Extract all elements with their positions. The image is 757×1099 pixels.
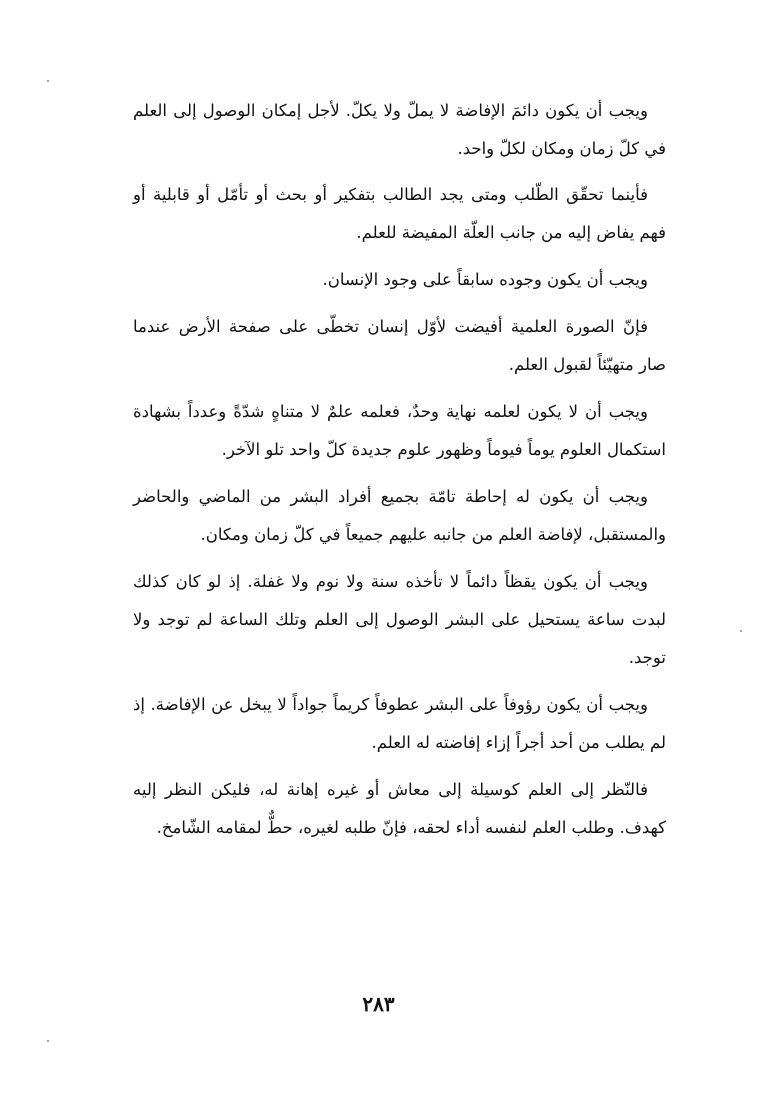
page-number: ٢٨٣ [362,992,395,1016]
paragraph-2: فأينما تحقّق الطّلب ومتى يجد الطالب بتفكير أو بحث أو تأمّل أو قابلية أو فهم يفاض إليه من جانب العلّة المفيضة للعلم. [133,185,666,242]
scan-speck [47,1040,49,1042]
paragraph-8: ويجب أن يكون رؤوفاً على البشر عطوفاً كريماً جواداً لا يبخل عن الإفاضة. إذ لم يطلب من أحد أجراً إزاء إفاضته له العلم. [133,695,666,752]
paragraph-6: ويجب أن يكون له إحاطة تامّة بجميع أفراد البشر من الماضي والحاضر والمستقبل، لإفاضة العلم من جانبه عليهم جميعاً في كلّ زمان ومكان. [133,487,666,544]
page-body-text [133,92,666,856]
paragraph-4: فإنّ الصورة العلمية أفيضت لأوّل إنسان تخطّى على صفحة الأرض عندما صار متهيّئاً لقبول العلم. [133,317,666,374]
paragraph-3: ويجب أن يكون وجوده سابقاً على وجود الإنسان. [322,270,648,289]
paragraph-1: ويجب أن يكون دائمَ الإفاضة لا يملّ ولا يكلّ. لأجل إمكان الوصول إلى العلم في كلّ زمان ومكان لكلّ واحد. [133,101,666,158]
paragraph-5: ويجب أن لا يكون لعلمه نهاية وحدٌ، فعلمه علمٌ لا متناهٍ شدّةً وعدداً بشهادة استكمال العلوم يوماً فيوماً وظهور علوم جديدة كلّ واحد تلو الآخر. [133,402,666,459]
paragraph-7: ويجب أن يكون يقظاً دائماً لا تأخذه سنة ولا نوم ولا غفلة. إذ لو كان كذلك لبدت ساعة يستحيل على البشر الوصول إلى العلم وتلك الساعة لم توجد ولا توجد. [133,572,666,667]
scan-speck [47,80,49,82]
paragraph-9: فالنّظر إلى العلم كوسيلة إلى معاش أو غيره إهانة له، فليكن النظر إليه كهدف. وطلب العلم لنفسه أداء لحقه، فإنّ طلبه لغيره، حطٌّ لمقامه الشّامخ. [133,780,666,837]
scan-speck [740,630,742,632]
